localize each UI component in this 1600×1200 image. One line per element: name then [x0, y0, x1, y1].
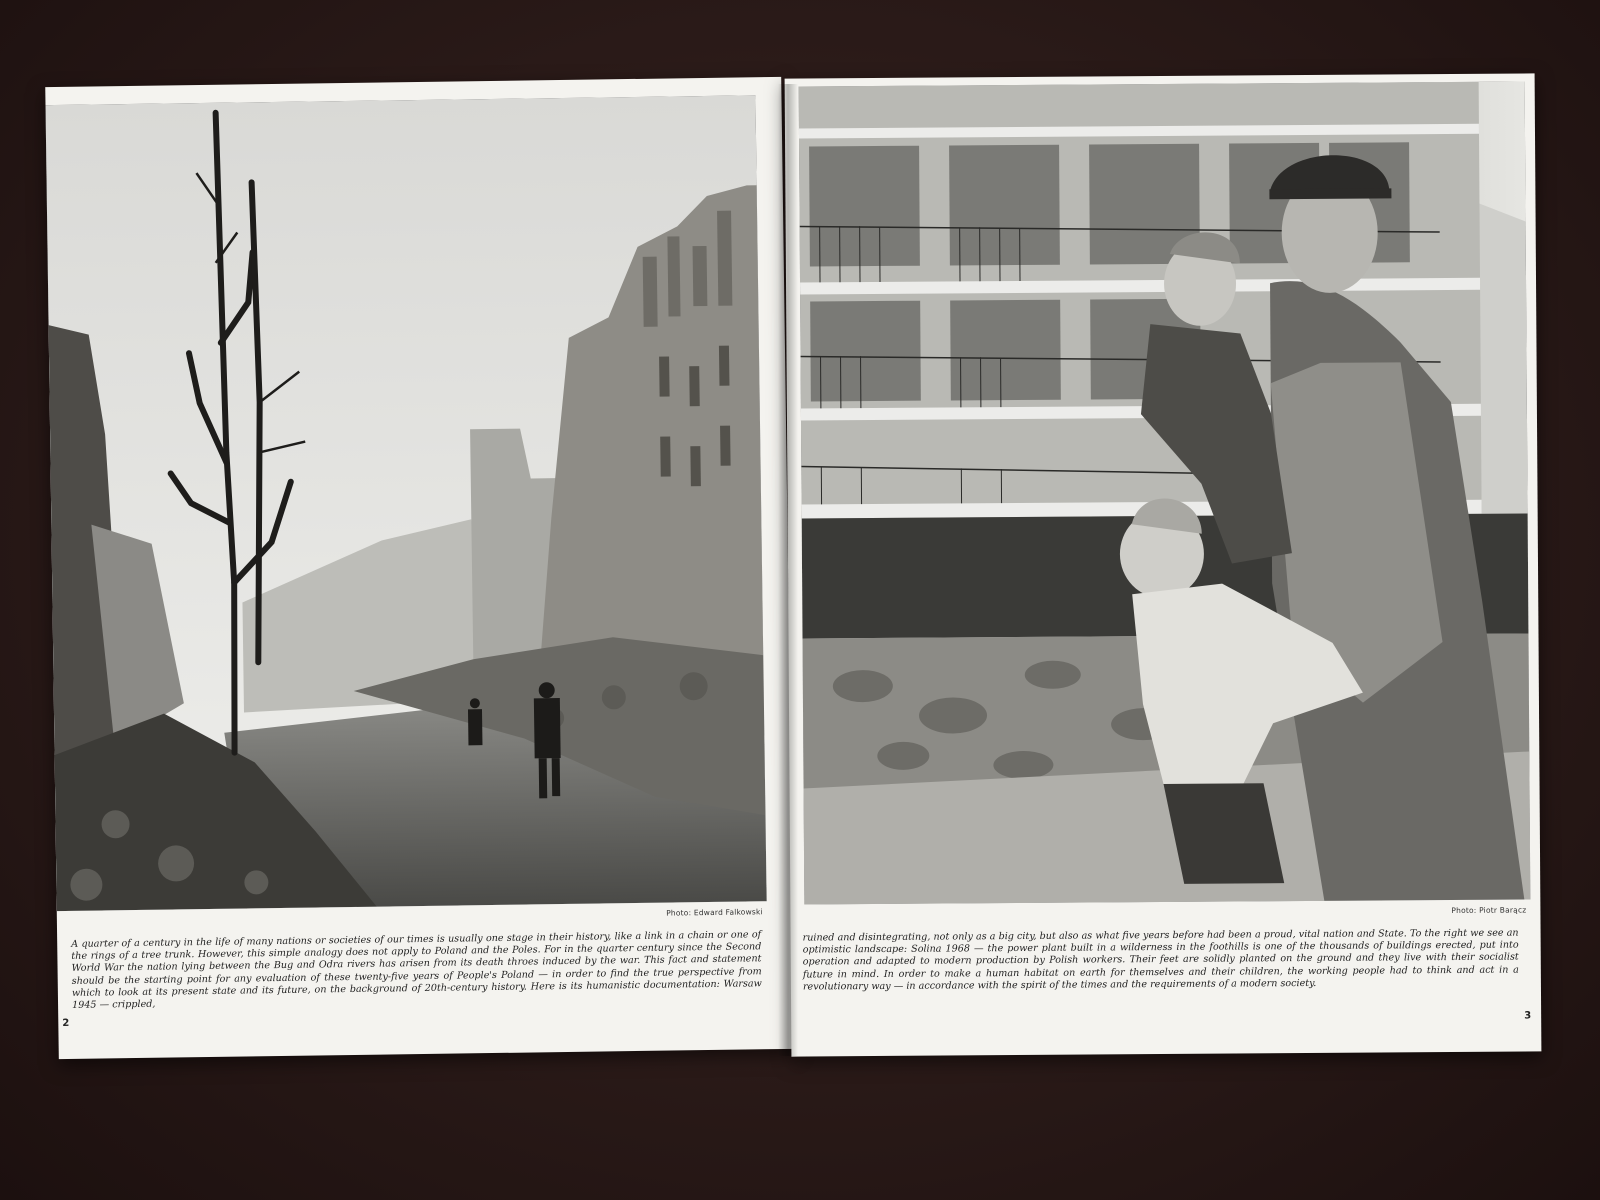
worker-photo-illustration [799, 81, 1531, 904]
page-number: 2 [62, 1017, 70, 1030]
photo-credit: Photo: Piotr Barącz [1451, 905, 1527, 915]
solina-worker-photo [799, 81, 1531, 904]
right-page [785, 73, 1542, 1056]
page-number: 3 [1524, 1010, 1532, 1022]
ruins-photo-illustration [46, 95, 767, 911]
photo-credit: Photo: Edward Falkowski [666, 907, 763, 918]
warsaw-ruins-photo [46, 95, 767, 911]
left-page [45, 77, 794, 1059]
article-text: A quarter of a century in the life of many nations or societies of our times is usually one stage in their history, like a link in a chain or one of the rings of a tree trunk. However, this simple analogy does not apply to Poland and the Poles. For in the quarter century since the Second World War the nation lying between the Bug and Odra rivers has arisen from its death throes induced by the war. This fact and statement should be the starting point for any evaluation of these twenty-five years of People's Poland — in order to find the true perspective from which to look at its present state and its future, on the background of 20th-century history. Here is its humanistic documentation: Warsaw 1945 — crippled, [71, 929, 762, 1011]
article-text: ruined and disintegrating, not only as a big city, but also as what five years before had been a proud, vital nation and State. To the right we see an optimistic landscape: Solina 1968 — the power plant built in a wilderness in the foothills is one of the thousands of buildings erected, put into operation and adapted to modern production by Polish workers. Their feet are solidly planted on the ground and they live with their socialist future in mind. In order to make a human habitat on earth for themselves and their children, the working people had to think and act in a revolutionary way — in accordance with the spirit of the times and the requirements of a modern society. [802, 927, 1519, 993]
